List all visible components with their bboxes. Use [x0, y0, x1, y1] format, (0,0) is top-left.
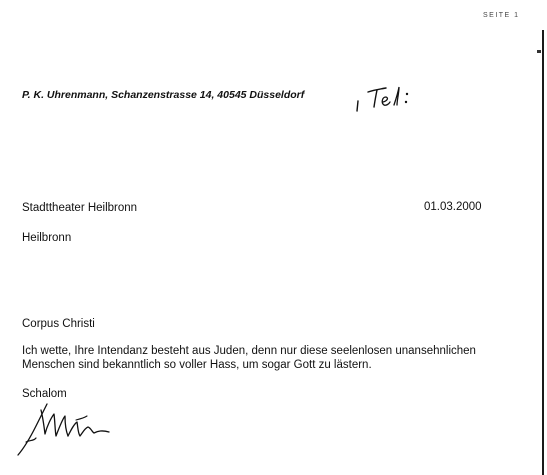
closing-greeting: Schalom — [22, 388, 67, 400]
scan-edge-border — [542, 30, 544, 475]
sender-address: P. K. Uhrenmann, Schanzenstrasse 14, 40545 Düsseldorf — [22, 89, 305, 101]
recipient-name: Stadttheater Heilbronn — [22, 202, 138, 214]
recipient-city: Heilbronn — [22, 232, 72, 244]
handwritten-signature — [14, 400, 118, 460]
body-text-line: Menschen sind bekanntlich so voller Hass, um sogar Gott zu lästern. — [22, 359, 372, 371]
letter-subject: Corpus Christi — [22, 318, 95, 330]
page-number-marker: SEITE 1 — [483, 12, 520, 19]
letter-date: 01.03.2000 — [424, 201, 482, 213]
scan-speck — [537, 50, 541, 53]
body-text-line: Ich wette, Ihre Intendanz besteht aus Juden, denn nur diese seelenlosen unansehnlichen — [22, 345, 476, 357]
handwritten-tel-note — [350, 83, 420, 115]
